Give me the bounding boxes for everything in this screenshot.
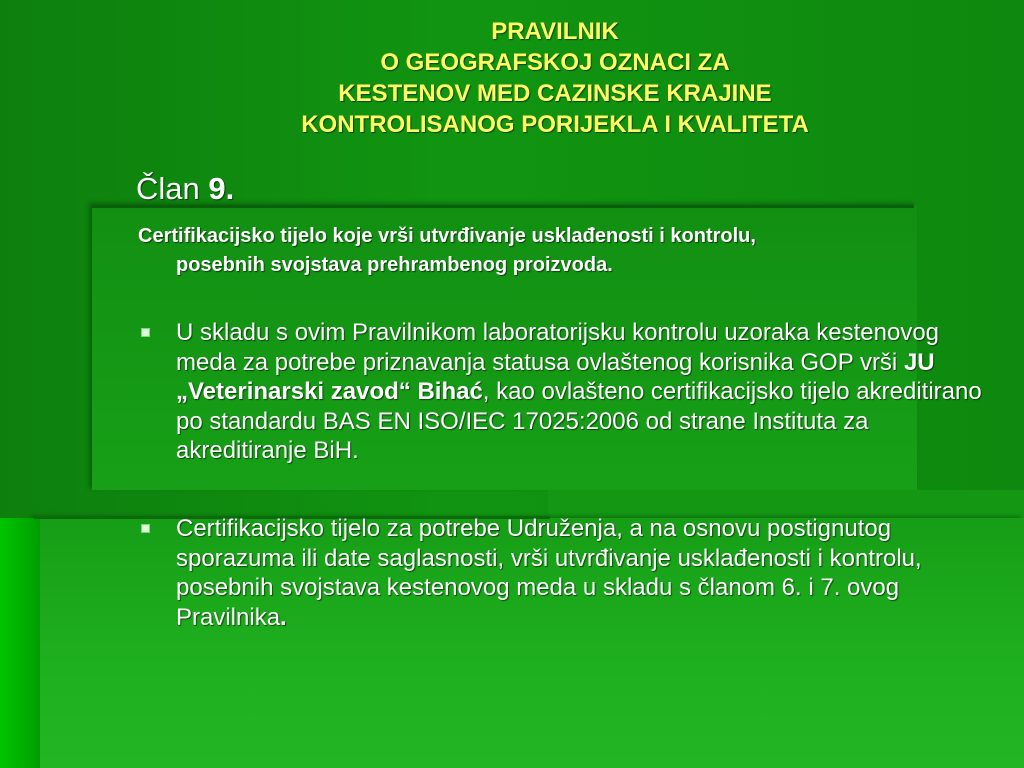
background-left-strip xyxy=(0,518,40,768)
square-bullet-icon xyxy=(141,328,150,337)
bullet-2-bold: . xyxy=(280,603,287,631)
title-line-3: KESTENOV MED CAZINSKE KRAJINE xyxy=(338,80,772,107)
article-heading xyxy=(136,170,234,208)
article-number: 9. xyxy=(208,171,235,206)
bullet-1-bold: JU „Veterinarski zavod“ Bihać xyxy=(176,348,935,405)
title-line-4: KONTROLISANOG PORIJEKLA I KVALITETA xyxy=(301,111,809,138)
bullet-text-1 xyxy=(176,318,998,466)
bullet-item-2 xyxy=(138,514,998,632)
bullet-item-1 xyxy=(138,318,998,466)
bullet-1-part-2: , kao ovlašteno certifikacijsko tijelo akreditirano po standardu BAS EN ISO/IEC 17025:2006 od strane Instituta za akreditiranje BiH. xyxy=(176,378,982,464)
intro-paragraph xyxy=(138,222,998,280)
intro-line-2: posebnih svojstava prehrambenog proizvoda. xyxy=(176,254,613,276)
bullet-text-2 xyxy=(176,514,998,632)
bullet-1-part-1: U skladu s ovim Pravilnikom laboratorijsku kontrolu uzoraka kestenovog meda za potrebe priznavanja statusa ovlaštenog korisnika GOP vrši xyxy=(176,319,940,376)
title-line-2: O GEOGRAFSKOJ OZNACI ZA xyxy=(380,49,730,76)
square-bullet-icon xyxy=(141,524,150,533)
slide-title xyxy=(190,16,920,140)
title-line-1: PRAVILNIK xyxy=(491,18,619,45)
bullet-2-part-1: Certifikacijsko tijelo za potrebe Udruženja, a na osnovu postignutog sporazuma ili date saglasnosti, vrši utvrđivanje usklađenosti i kontrolu, posebnih svojstava kestenovog meda u skladu s članom 6. i 7. ovog Pravilnika xyxy=(176,515,922,631)
article-label: Član xyxy=(136,171,209,206)
intro-line-1: Certifikacijsko tijelo koje vrši utvrđivanje usklađenosti i kontrolu, xyxy=(138,225,756,247)
